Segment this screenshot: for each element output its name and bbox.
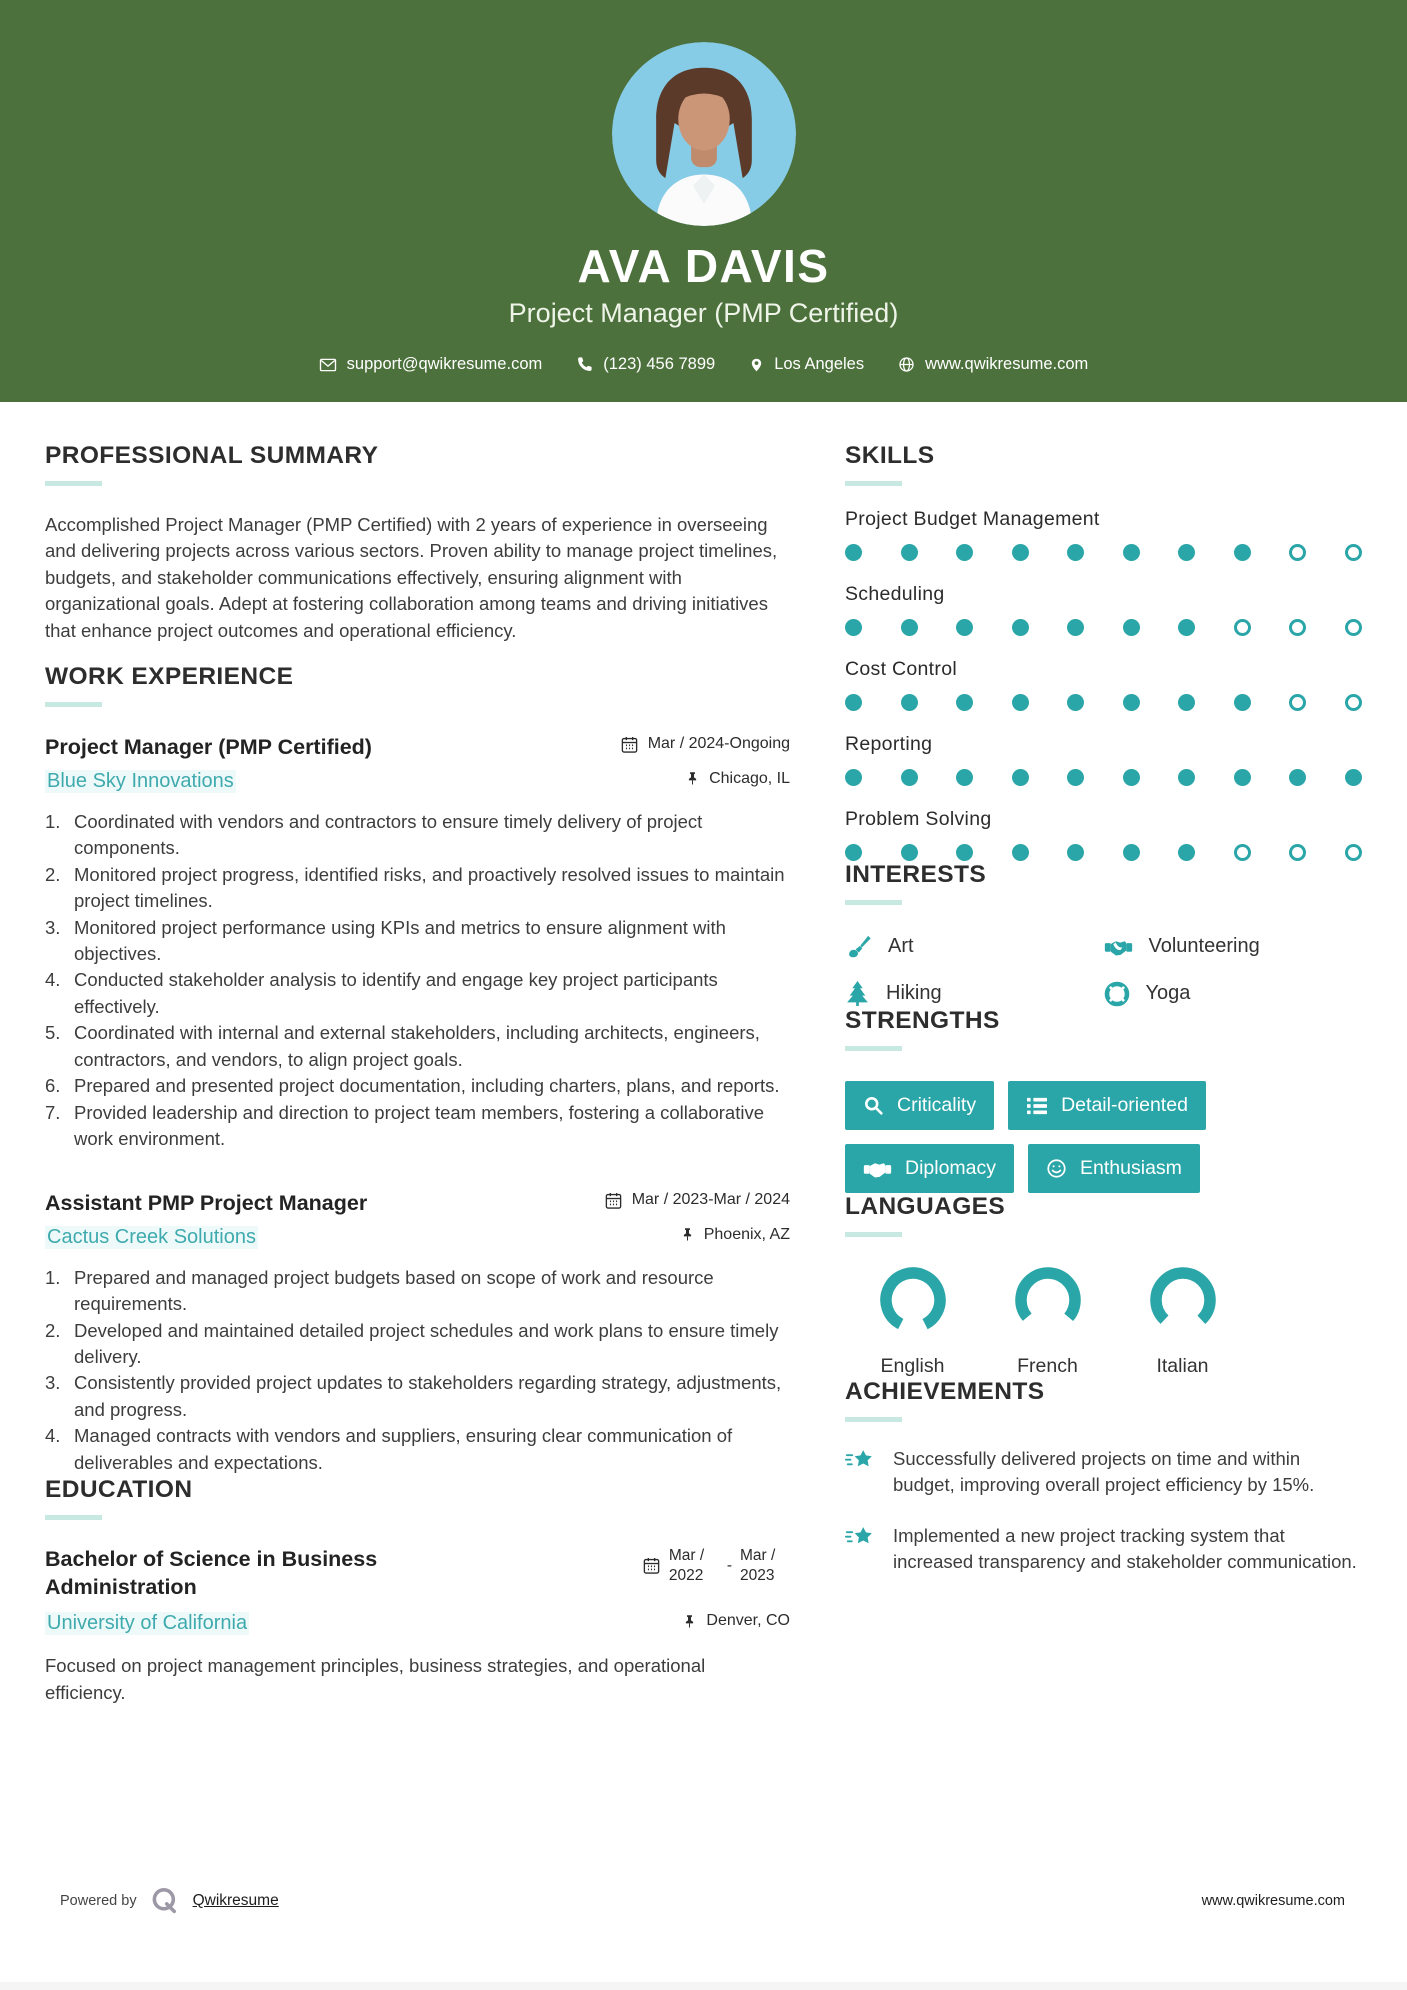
language-label: Italian bbox=[1156, 1355, 1209, 1377]
profile-photo bbox=[612, 42, 796, 226]
calendar-icon bbox=[604, 1191, 623, 1210]
handshake-icon bbox=[863, 1158, 892, 1180]
company-link[interactable]: Cactus Creek Solutions bbox=[47, 1225, 256, 1248]
skill-dot-filled bbox=[956, 769, 973, 786]
phone-icon bbox=[576, 356, 593, 373]
education-section bbox=[45, 1476, 790, 1706]
skill-dot-filled bbox=[1012, 619, 1029, 636]
skill-label: Problem Solving bbox=[845, 808, 992, 830]
strengths-container bbox=[845, 1081, 1362, 1193]
skill-dot-filled bbox=[1178, 544, 1195, 561]
skill-dot-filled bbox=[901, 694, 918, 711]
skill-dot-filled bbox=[845, 694, 862, 711]
job-bullet: Coordinated with internal and external stakeholders, including architects, engineers, contractors, and vendors, to align project goals. bbox=[74, 1022, 760, 1070]
skill-rating bbox=[845, 619, 1362, 636]
achievement-text: Implemented a new project tracking system that increased transparency and stakeholder communication. bbox=[893, 1524, 1357, 1573]
smiley-icon bbox=[1046, 1158, 1067, 1179]
strength-label: Detail-oriented bbox=[1061, 1094, 1188, 1116]
pushpin-icon bbox=[685, 770, 700, 787]
footer-website-link[interactable]: www.qwikresume.com bbox=[1201, 1893, 1345, 1909]
skill-label: Scheduling bbox=[845, 583, 945, 605]
interest-item bbox=[845, 933, 1104, 960]
skill-dot-filled bbox=[956, 844, 973, 861]
right-column bbox=[845, 442, 1362, 1725]
job-location: Phoenix, AZ bbox=[680, 1226, 790, 1244]
language-ring bbox=[1013, 1265, 1083, 1335]
interest-item bbox=[845, 980, 1104, 1007]
envelope-icon bbox=[319, 356, 337, 374]
achievements-container bbox=[845, 1446, 1362, 1576]
skill-dot-filled bbox=[1067, 844, 1084, 861]
skill-dot-filled bbox=[845, 769, 862, 786]
job-title: Project Manager (PMP Certified) bbox=[45, 734, 372, 759]
skill-row bbox=[845, 658, 1362, 711]
qwikresume-logo-icon bbox=[150, 1886, 180, 1916]
summary-text: Accomplished Project Manager (PMP Certified) with 2 years of experience in overseeing and delivering projects across various sectors. Proven ability to manage project timelines, budgets, and stakeholder communications effectively, ensuring alignment with organizational goals. Adept at fostering collaboration among teams and driving initiatives that enhance project outcomes and operational efficiency. bbox=[45, 514, 778, 641]
interest-label: Volunteering bbox=[1148, 935, 1260, 957]
strength-label: Criticality bbox=[897, 1094, 977, 1116]
job-date: Mar / 2023-Mar / 2024 bbox=[604, 1191, 790, 1210]
heading-rule bbox=[845, 1232, 902, 1237]
skill-dot-empty bbox=[1289, 844, 1306, 861]
school-link[interactable]: University of California bbox=[47, 1612, 248, 1635]
contact-location: Los Angeles bbox=[749, 355, 864, 374]
skill-dot-filled bbox=[845, 619, 862, 636]
achievement-text: Successfully delivered projects on time and within budget, improving overall project efficiency by 15%. bbox=[893, 1448, 1315, 1496]
job-bullet: Conducted stakeholder analysis to identify and engage key project participants effectively. bbox=[74, 969, 718, 1017]
job-location: Chicago, IL bbox=[685, 770, 790, 788]
skill-dot-filled bbox=[956, 694, 973, 711]
company-link[interactable]: Blue Sky Innovations bbox=[47, 769, 234, 792]
skill-dot-empty bbox=[1289, 544, 1306, 561]
job-title: Assistant PMP Project Manager bbox=[45, 1190, 368, 1215]
skill-dot-filled bbox=[1289, 769, 1306, 786]
candidate-title: Project Manager (PMP Certified) bbox=[508, 298, 899, 329]
skill-dot-filled bbox=[1067, 544, 1084, 561]
skill-row bbox=[845, 508, 1362, 561]
skill-dot-filled bbox=[1178, 619, 1195, 636]
left-column bbox=[45, 442, 790, 1725]
skills-heading: SKILLS bbox=[845, 442, 935, 469]
education-date-start: Mar / 2022 bbox=[668, 1547, 705, 1584]
interests-heading: INTERESTS bbox=[845, 861, 987, 888]
language-ring bbox=[878, 1265, 948, 1335]
strength-badge bbox=[1008, 1081, 1206, 1130]
job-bullets bbox=[45, 1265, 790, 1477]
jobs-container bbox=[45, 735, 790, 1477]
interest-label: Art bbox=[888, 935, 914, 957]
skill-dot-filled bbox=[1123, 544, 1140, 561]
skill-dot-filled bbox=[1123, 769, 1140, 786]
skill-dot-filled bbox=[1345, 769, 1362, 786]
skill-dot-filled bbox=[1234, 769, 1251, 786]
heading-rule bbox=[45, 702, 102, 707]
summary-heading: PROFESSIONAL SUMMARY bbox=[45, 442, 379, 469]
contact-phone: (123) 456 7899 bbox=[576, 355, 715, 374]
header-banner bbox=[0, 0, 1407, 402]
map-pin-icon bbox=[749, 356, 764, 374]
strength-badge bbox=[1028, 1144, 1200, 1193]
skill-label: Project Budget Management bbox=[845, 508, 1100, 530]
skill-dot-filled bbox=[1067, 619, 1084, 636]
work-section bbox=[45, 663, 790, 1477]
wheel-icon bbox=[1104, 981, 1130, 1007]
powered-by-group bbox=[60, 1886, 279, 1916]
skill-dot-empty bbox=[1345, 619, 1362, 636]
star-burst-icon bbox=[845, 1448, 876, 1476]
handshake-icon bbox=[1104, 936, 1133, 958]
achievement-item bbox=[845, 1446, 1362, 1499]
pushpin-icon bbox=[680, 1226, 695, 1243]
job-bullet: Provided leadership and direction to project team members, fostering a collaborative work environment. bbox=[74, 1101, 765, 1150]
powered-by-label: Powered by bbox=[60, 1893, 137, 1909]
skill-row bbox=[845, 583, 1362, 636]
skill-dot-filled bbox=[845, 544, 862, 561]
achievement-item bbox=[845, 1523, 1362, 1576]
job-bullet: Developed and maintained detailed project schedules and work plans to ensure timely delivery. bbox=[74, 1319, 779, 1368]
skill-dot-filled bbox=[1178, 694, 1195, 711]
skill-dot-filled bbox=[901, 619, 918, 636]
education-description: Focused on project management principles, business strategies, and operational efficiency. bbox=[45, 1655, 706, 1703]
contact-email: support@qwikresume.com bbox=[319, 355, 543, 374]
achievements-section bbox=[845, 1378, 1362, 1576]
contact-row bbox=[0, 355, 1407, 374]
skill-row bbox=[845, 808, 1362, 861]
contact-website: www.qwikresume.com bbox=[898, 355, 1088, 374]
qwikresume-link[interactable]: Qwikresume bbox=[192, 1892, 279, 1909]
list-icon bbox=[1026, 1096, 1048, 1116]
job-entry bbox=[45, 1191, 790, 1477]
interests-container bbox=[845, 933, 1362, 1007]
heading-rule bbox=[45, 1515, 102, 1520]
skill-dot-filled bbox=[1178, 844, 1195, 861]
language-label: English bbox=[880, 1355, 945, 1377]
skill-rating bbox=[845, 769, 1362, 786]
skill-dot-filled bbox=[1067, 769, 1084, 786]
language-label: French bbox=[1017, 1355, 1078, 1377]
language-item bbox=[980, 1265, 1115, 1378]
language-ring bbox=[1148, 1265, 1218, 1335]
skill-dot-filled bbox=[1123, 694, 1140, 711]
skill-dot-filled bbox=[956, 544, 973, 561]
education-header bbox=[45, 1546, 790, 1602]
skill-dot-filled bbox=[956, 619, 973, 636]
language-item bbox=[1115, 1265, 1250, 1378]
skill-dot-filled bbox=[1123, 619, 1140, 636]
skill-row bbox=[845, 733, 1362, 786]
skill-dot-filled bbox=[1123, 844, 1140, 861]
interest-item bbox=[1104, 933, 1363, 960]
page-bottom-strip bbox=[0, 1982, 1407, 1990]
skill-dot-filled bbox=[845, 844, 862, 861]
magnifier-icon bbox=[863, 1095, 884, 1116]
job-entry bbox=[45, 735, 790, 1153]
skill-label: Reporting bbox=[845, 733, 933, 755]
globe-icon bbox=[898, 356, 915, 373]
heading-rule bbox=[845, 900, 902, 905]
languages-heading: LANGUAGES bbox=[845, 1193, 1006, 1220]
avatar-illustration bbox=[612, 42, 796, 226]
page-footer bbox=[60, 1886, 1345, 1916]
skill-label: Cost Control bbox=[845, 658, 957, 680]
heading-rule bbox=[845, 1417, 902, 1422]
job-bullet: Prepared and presented project documentation, including charters, plans, and reports. bbox=[74, 1075, 780, 1097]
heading-rule bbox=[45, 481, 102, 486]
skill-dot-filled bbox=[1178, 769, 1195, 786]
skill-dot-filled bbox=[1234, 694, 1251, 711]
interest-label: Hiking bbox=[886, 982, 942, 1004]
skill-dot-filled bbox=[901, 844, 918, 861]
interests-section bbox=[845, 861, 1362, 1007]
strength-label: Enthusiasm bbox=[1080, 1157, 1182, 1179]
skill-dot-empty bbox=[1234, 844, 1251, 861]
skill-rating bbox=[845, 694, 1362, 711]
summary-section bbox=[45, 442, 790, 644]
candidate-name: AVA DAVIS bbox=[577, 240, 830, 292]
education-heading: EDUCATION bbox=[45, 1476, 193, 1504]
strength-badge bbox=[845, 1081, 994, 1130]
interest-label: Yoga bbox=[1145, 982, 1191, 1004]
job-bullet: Managed contracts with vendors and suppliers, ensuring clear communication of deliverables and expectations. bbox=[74, 1425, 733, 1473]
skills-container bbox=[845, 508, 1362, 861]
education-date-separator: - bbox=[726, 1556, 732, 1574]
tree-icon bbox=[845, 980, 870, 1007]
paintbrush-icon bbox=[845, 933, 872, 960]
strength-label: Diplomacy bbox=[905, 1157, 997, 1179]
skill-dot-empty bbox=[1289, 694, 1306, 711]
skill-dot-filled bbox=[1012, 844, 1029, 861]
heading-rule bbox=[845, 1046, 902, 1051]
content-columns bbox=[0, 402, 1407, 1725]
skill-rating bbox=[845, 844, 1362, 861]
language-item bbox=[845, 1265, 980, 1378]
skill-dot-empty bbox=[1345, 694, 1362, 711]
heading-rule bbox=[845, 481, 902, 486]
skill-dot-filled bbox=[1012, 694, 1029, 711]
job-bullets bbox=[45, 809, 790, 1153]
strength-badge bbox=[845, 1144, 1014, 1193]
pushpin-icon bbox=[682, 1613, 697, 1630]
interest-item bbox=[1104, 980, 1363, 1007]
calendar-icon bbox=[620, 735, 639, 754]
skill-dot-filled bbox=[1012, 769, 1029, 786]
education-subheader bbox=[45, 1612, 790, 1635]
degree-title: Bachelor of Science in Business Administration bbox=[45, 1547, 378, 1600]
skill-rating bbox=[845, 544, 1362, 561]
languages-container bbox=[845, 1265, 1362, 1378]
skill-dot-filled bbox=[1067, 694, 1084, 711]
languages-section bbox=[845, 1193, 1362, 1378]
education-date bbox=[642, 1546, 790, 1585]
work-heading: WORK EXPERIENCE bbox=[45, 662, 294, 690]
strengths-heading: STRENGTHS bbox=[845, 1007, 1000, 1034]
job-bullet: Monitored project progress, identified risks, and proactively resolved issues to maintain project timelines. bbox=[74, 863, 785, 912]
education-date-end: Mar / 2023 bbox=[740, 1547, 776, 1584]
achievements-heading: ACHIEVEMENTS bbox=[845, 1378, 1045, 1405]
job-date: Mar / 2024-Ongoing bbox=[620, 735, 790, 754]
skill-dot-empty bbox=[1234, 619, 1251, 636]
job-bullet: Monitored project performance using KPIs and metrics to ensure alignment with objectives. bbox=[74, 916, 726, 965]
job-bullet: Prepared and managed project budgets based on scope of work and resource requirements. bbox=[74, 1266, 714, 1315]
skill-dot-filled bbox=[901, 769, 918, 786]
strengths-section bbox=[845, 1007, 1362, 1193]
skill-dot-filled bbox=[901, 544, 918, 561]
skill-dot-empty bbox=[1289, 619, 1306, 636]
skill-dot-empty bbox=[1345, 844, 1362, 861]
calendar-icon bbox=[642, 1556, 661, 1575]
education-location: Denver, CO bbox=[682, 1612, 790, 1630]
skills-section bbox=[845, 442, 1362, 861]
skill-dot-filled bbox=[1012, 544, 1029, 561]
job-bullet: Consistently provided project updates to stakeholders regarding strategy, adjustments, and progress. bbox=[74, 1372, 782, 1420]
job-bullet: Coordinated with vendors and contractors to ensure timely delivery of project components. bbox=[74, 810, 703, 859]
star-burst-icon bbox=[845, 1525, 876, 1553]
skill-dot-filled bbox=[1234, 544, 1251, 561]
skill-dot-empty bbox=[1345, 544, 1362, 561]
